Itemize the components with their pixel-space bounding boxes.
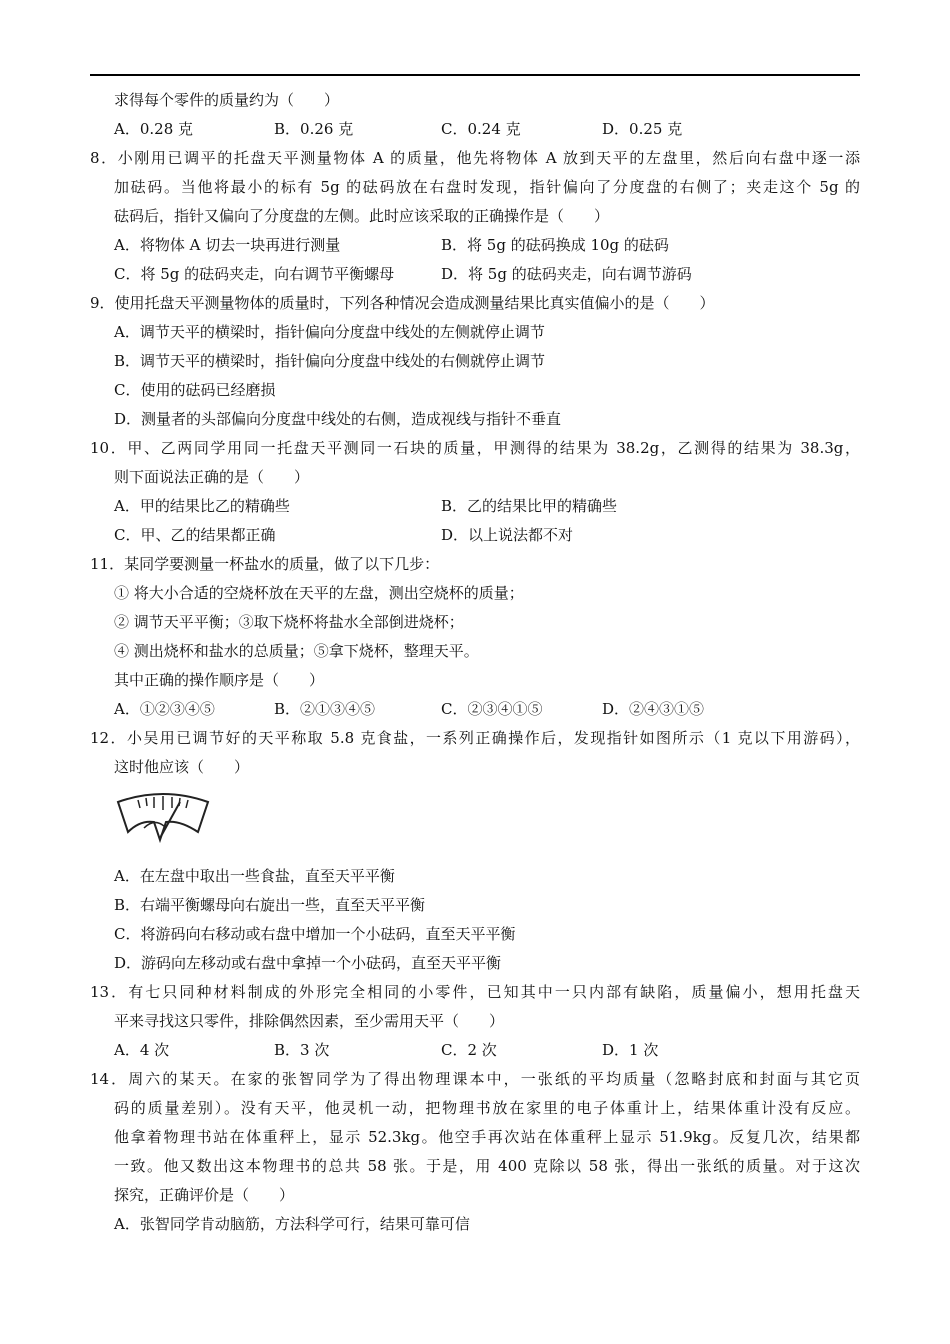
- q14-option-a: A．张智同学肯动脑筋，方法科学可行，结果可靠可信: [114, 1215, 470, 1233]
- q9-option-d: D．测量者的头部偏向分度盘中线处的右侧，造成视线与指针不垂直: [114, 410, 562, 428]
- q10-option-b: B．乙的结果比甲的精确些: [441, 497, 618, 515]
- q9-option-b: B．调节天平的横梁时，指针偏向分度盘中线处的右侧就停止调节: [114, 352, 546, 370]
- q11-stem-line-1: 11．某同学要测量一杯盐水的质量，做了以下几步：: [90, 555, 440, 573]
- q14-stem-line-1: 14．周六的某天。在家的张智同学为了得出物理课本中，一张纸的平均质量（忽略封底和封面与其它页: [90, 1070, 860, 1088]
- q8-option-d: D．将 5g 的砝码夹走，向右调节游码: [441, 265, 692, 283]
- q7-stem-line: 求得每个零件的质量约为（ ）: [114, 91, 340, 109]
- q12-stem-line-1: 12．小吴用已调节好的天平称取 5.8 克食盐，一系列正确操作后，发现指针如图所示（1 克以下用游码），: [90, 729, 860, 747]
- q8-stem-line-1: 8．小刚用已调平的托盘天平测量物体 A 的质量，他先将物体 A 放到天平的左盘里，然后向右盘中逐一添: [90, 149, 860, 167]
- q13-option-c: C．2 次: [441, 1041, 497, 1059]
- q14-stem-line-5: 探究，正确评价是（ ）: [114, 1186, 295, 1204]
- q10-option-d: D．以上说法都不对: [441, 526, 574, 544]
- q11-option-b: B．②①③④⑤: [274, 700, 376, 718]
- q7-option-b: B．0.26 克: [274, 120, 354, 138]
- q11-stem-line-2: 其中正确的操作顺序是（ ）: [114, 671, 325, 689]
- q10-option-c: C．甲、乙的结果都正确: [114, 526, 276, 544]
- q9-stem-line-1: 9．使用托盘天平测量物体的质量时，下列各种情况会造成测量结果比真实值偏小的是（ ）: [90, 294, 715, 312]
- q12-option-d: D．游码向左移动或右盘中拿掉一个小砝码，直至天平平衡: [114, 954, 502, 972]
- q8-stem-line-3: 砝码后，指针又偏向了分度盘的左侧。此时应该采取的正确操作是（ ）: [114, 207, 610, 225]
- header-rule: [90, 74, 860, 76]
- q9-option-c: C．使用的砝码已经磨损: [114, 381, 276, 399]
- q13-stem-line-2: 平来寻找这只零件，排除偶然因素，至少需用天平（ ）: [114, 1012, 505, 1030]
- q14-stem-line-3: 他拿着物理书站在体重秤上，显示 52.3kg。他空手再次站在体重秤上显示 51.9kg。反复几次，结果都: [114, 1128, 860, 1146]
- q12-option-b: B．右端平衡螺母向右旋出一些，直至天平平衡: [114, 896, 426, 914]
- q12-option-c: C．将游码向右移动或右盘中增加一个小砝码，直至天平平衡: [114, 925, 516, 943]
- q8-option-a: A．将物体 A 切去一块再进行测量: [114, 236, 341, 254]
- q8-option-b: B．将 5g 的砝码换成 10g 的砝码: [441, 236, 669, 254]
- q13-option-a: A．4 次: [114, 1041, 170, 1059]
- q9-option-a: A．调节天平的横梁时，指针偏向分度盘中线处的左侧就停止调节: [114, 323, 545, 341]
- q11-option-d: D．②④③①⑤: [602, 700, 705, 718]
- q11-step-1: ① 将大小合适的空烧杯放在天平的左盘，测出空烧杯的质量；: [114, 584, 524, 602]
- q10-stem-line-2: 则下面说法正确的是（ ）: [114, 468, 310, 486]
- q10-stem-line-1: 10．甲、乙两同学用同一托盘天平测同一石块的质量，甲测得的结果为 38.2g，乙测得的结果为 38.3g，: [90, 439, 860, 457]
- balance-pointer-figure: [114, 788, 212, 844]
- q14-stem-line-4: 一致。他又数出这本物理书的总共 58 张。于是，用 400 克除以 58 张，得出一张纸的质量。对于这次: [114, 1157, 860, 1175]
- q11-step-3: ④ 测出烧杯和盐水的总质量；⑤拿下烧杯，整理天平。: [114, 642, 479, 660]
- q12-stem-line-2: 这时他应该（ ）: [114, 758, 250, 776]
- q13-option-d: D．1 次: [602, 1041, 659, 1059]
- q13-option-b: B．3 次: [274, 1041, 330, 1059]
- q7-option-d: D．0.25 克: [602, 120, 683, 138]
- q13-stem-line-1: 13．有七只同种材料制成的外形完全相同的小零件，已知其中一只内部有缺陷，质量偏小，想用托盘天: [90, 983, 860, 1001]
- q10-option-a: A．甲的结果比乙的精确些: [114, 497, 290, 515]
- q14-stem-line-2: 码的质量差别）。没有天平，他灵机一动，把物理书放在家里的电子体重计上，结果体重计没有反应。: [114, 1099, 860, 1117]
- q8-stem-line-2: 加砝码。当他将最小的标有 5g 的砝码放在右盘时发现，指针偏向了分度盘的右侧了；夹走这个 5g 的: [114, 178, 860, 196]
- q8-option-c: C．将 5g 的砝码夹走，向右调节平衡螺母: [114, 265, 395, 283]
- q11-option-c: C．②③④①⑤: [441, 700, 543, 718]
- q7-option-a: A．0.28 克: [114, 120, 193, 138]
- q12-option-a: A．在左盘中取出一些食盐，直至天平平衡: [114, 867, 395, 885]
- q7-option-c: C．0.24 克: [441, 120, 521, 138]
- q11-step-2: ② 调节天平平衡；③取下烧杯将盐水全部倒进烧杯；: [114, 613, 464, 631]
- q11-option-a: A．①②③④⑤: [114, 700, 215, 718]
